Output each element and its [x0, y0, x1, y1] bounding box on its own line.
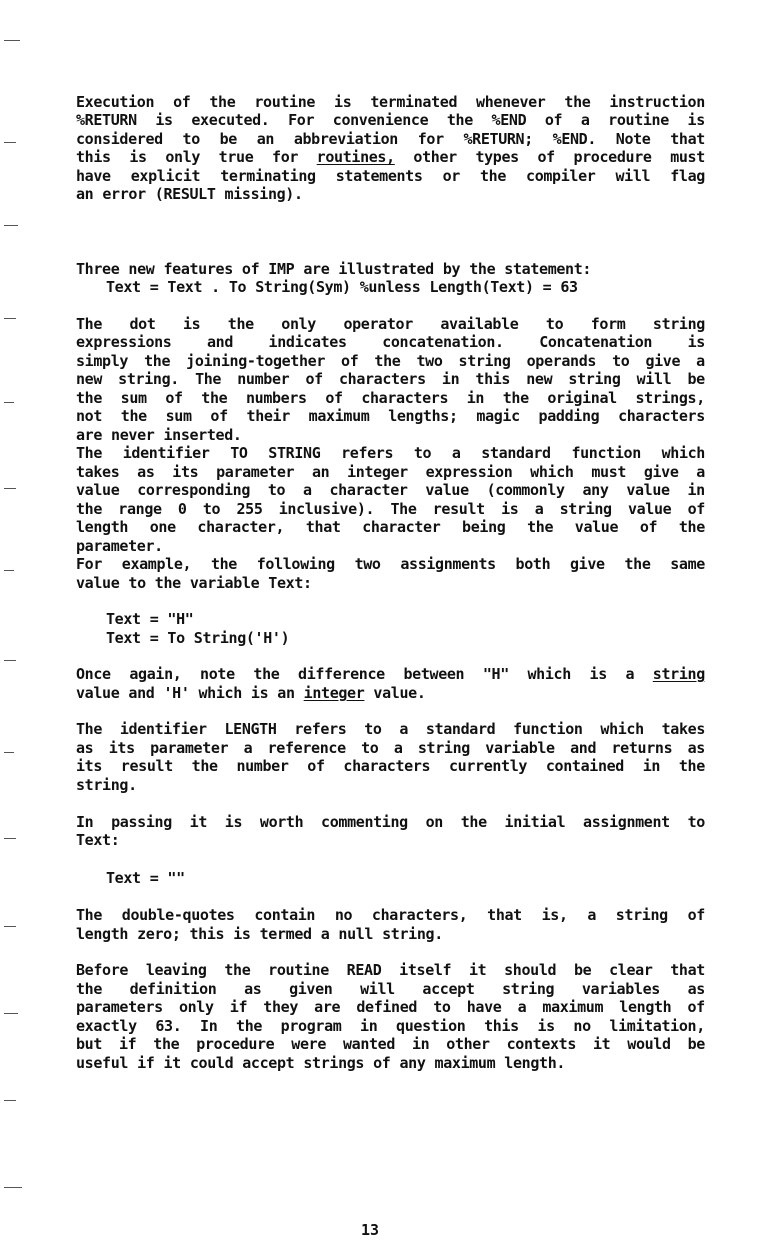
- text-line: Text:: [76, 831, 120, 849]
- text-line: The identifier LENGTH refers to a standard function which takes: [76, 720, 705, 738]
- text-line: Execution of the routine is terminated whenever the instruction: [76, 93, 705, 111]
- text-line: new string. The number of characters in this new string will be: [76, 370, 705, 388]
- text-line: useful if it could accept strings of any maximum length.: [76, 1054, 566, 1072]
- margin-mark: [4, 40, 20, 41]
- text-line: The dot is the only operator available to form string: [76, 315, 705, 333]
- margin-mark: [4, 402, 14, 403]
- margin-mark: [4, 488, 16, 489]
- text-line: not the sum of their maximum lengths; magic padding characters: [76, 407, 705, 425]
- text-line: parameters only if they are defined to have a maximum length of: [76, 998, 705, 1016]
- margin-mark: [4, 660, 16, 661]
- text-line: parameter.: [76, 537, 163, 555]
- text-line: takes as its parameter an integer expression which must give a: [76, 463, 705, 481]
- text-line: the sum of the numbers of characters in the original strings,: [76, 389, 705, 407]
- text-line: an error (RESULT missing).: [76, 185, 303, 203]
- text-line: the range 0 to 255 inclusive). The result is a string value of: [76, 500, 705, 518]
- text-line: Once again, note the difference between "H" which is a string: [76, 665, 705, 683]
- text-line: value and 'H' which is an integer value.: [76, 684, 426, 702]
- text-line: length one character, that character being the value of the: [76, 518, 705, 536]
- margin-mark: [4, 1100, 16, 1101]
- margin-mark: [4, 1013, 18, 1014]
- text-line: value to the variable Text:: [76, 574, 312, 592]
- text-line: length zero; this is termed a null string.: [76, 925, 443, 943]
- margin-mark: [4, 142, 16, 143]
- margin-mark: [4, 752, 14, 753]
- code-line: Text = "H": [106, 610, 194, 628]
- text-line: simply the joining-together of the two string operands to give a: [76, 352, 705, 370]
- text-line: %RETURN is executed. For convenience the %END of a routine is: [76, 111, 705, 129]
- text-line: value corresponding to a character value (commonly any value in: [76, 481, 705, 499]
- code-line: Text = To String('H'): [106, 629, 290, 647]
- margin-mark: [4, 570, 14, 571]
- text-line: In passing it is worth commenting on the initial assignment to: [76, 813, 705, 831]
- text-line: are never inserted.: [76, 426, 242, 444]
- text-line: but if the procedure were wanted in other contexts it would be: [76, 1035, 705, 1053]
- text-line: considered to be an abbreviation for %RETURN; %END. Note that: [76, 130, 705, 148]
- text-line: string.: [76, 776, 137, 794]
- margin-mark: [4, 926, 16, 927]
- text-line: The double-quotes contain no characters, that is, a string of: [76, 906, 705, 924]
- text-line: this is only true for routines, other types of procedure must: [76, 148, 705, 166]
- text-line: exactly 63. In the program in question this is no limitation,: [76, 1017, 705, 1035]
- text-line: have explicit terminating statements or the compiler will flag: [76, 167, 705, 185]
- code-line: Text = "": [106, 869, 185, 887]
- page-number: 13: [360, 1221, 380, 1239]
- margin-mark: [4, 318, 16, 319]
- text-line: Before leaving the routine READ itself it should be clear that: [76, 961, 705, 979]
- text-line: The identifier TO STRING refers to a standard function which: [76, 444, 705, 462]
- text-line: its result the number of characters currently contained in the: [76, 757, 705, 775]
- text-line: For example, the following two assignments both give the same: [76, 555, 705, 573]
- text-line: Three new features of IMP are illustrated by the statement:: [76, 260, 592, 278]
- code-line: Text = Text . To String(Sym) %unless Length(Text) = 63: [106, 278, 578, 296]
- margin-mark: [4, 225, 18, 226]
- text-line: expressions and indicates concatenation. Concatenation is: [76, 333, 705, 351]
- margin-mark: [4, 838, 16, 839]
- text-line: the definition as given will accept string variables as: [76, 980, 705, 998]
- text-line: as its parameter a reference to a string variable and returns as: [76, 739, 705, 757]
- margin-mark: [4, 1187, 22, 1188]
